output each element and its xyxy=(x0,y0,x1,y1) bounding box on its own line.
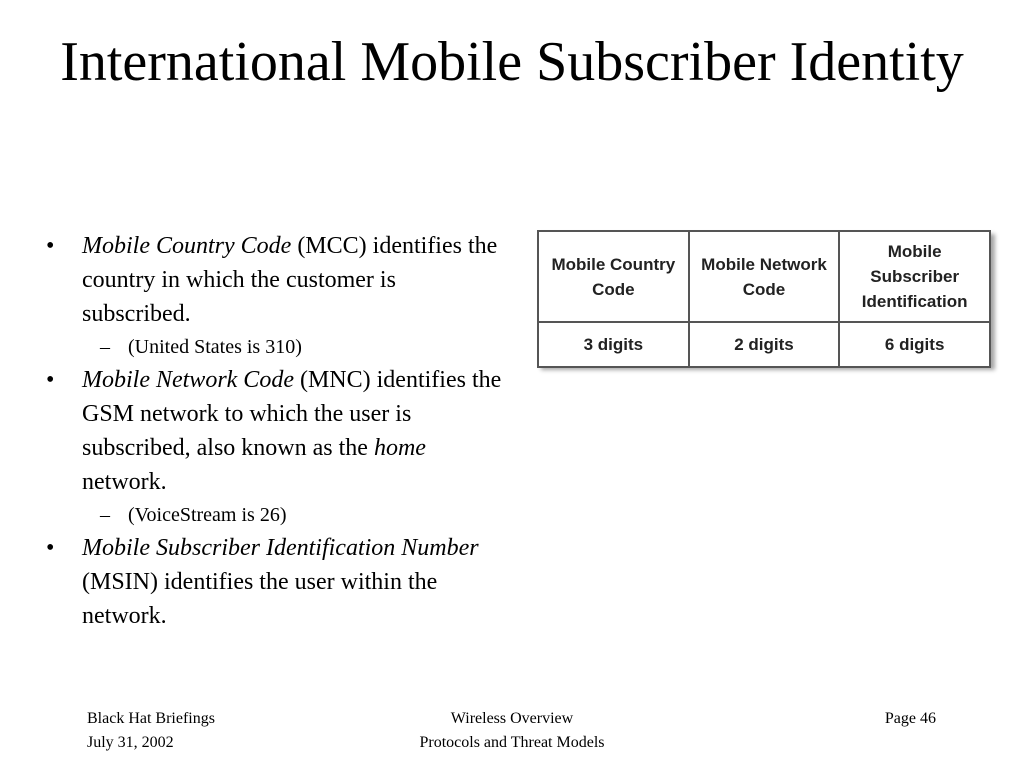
value-mcc: 3 digits xyxy=(538,322,689,367)
value-mnc: 2 digits xyxy=(689,322,840,367)
footer-event: Black Hat Briefings xyxy=(87,710,215,727)
mcc-term: Mobile Country Code xyxy=(82,233,292,259)
footer-left xyxy=(87,707,215,755)
slide-title: International Mobile Subscriber Identity xyxy=(60,31,964,93)
mnc-term: Mobile Network Code xyxy=(82,367,294,393)
mnc-abbr: (MNC) xyxy=(299,367,371,393)
mnc-example: (VoiceStream is 26) xyxy=(128,504,287,526)
mnc-emph: home xyxy=(373,435,426,461)
mcc-abbr: (MCC) xyxy=(297,233,367,259)
footer-page-number: Page 46 xyxy=(884,710,936,727)
bullet-dot: • xyxy=(46,233,55,259)
mnc-text-before: identifies the GSM network to which the user is subscribed, also known as the xyxy=(82,367,502,461)
table-header-row xyxy=(538,231,990,322)
bullet-mcc xyxy=(46,229,506,331)
msin-term: Mobile Subscriber Identification Number xyxy=(82,535,479,561)
bullet-dot: • xyxy=(46,535,55,561)
sub-bullet-mcc xyxy=(46,331,506,363)
mcc-text: identifies the country in which the customer is subscribed. xyxy=(82,233,498,327)
sub-bullet-mnc xyxy=(46,499,506,531)
value-msin: 6 digits xyxy=(839,322,990,367)
bullet-msin xyxy=(46,531,506,633)
header-mnc: Mobile Network Code xyxy=(689,231,840,322)
footer-topic: Wireless Overview xyxy=(450,710,574,727)
sub-bullet-dash: – xyxy=(100,504,110,526)
mcc-example: (United States is 310) xyxy=(128,336,302,358)
footer-date: July 31, 2002 xyxy=(87,734,174,751)
header-msin: Mobile Subscriber Identification xyxy=(839,231,990,322)
bullet-dot: • xyxy=(46,367,55,393)
msin-text: identifies the user within the network. xyxy=(82,569,438,629)
mnc-text-after: network. xyxy=(82,469,167,495)
bullet-list xyxy=(46,229,506,633)
header-mcc: Mobile Country Code xyxy=(538,231,689,322)
table-value-row xyxy=(538,322,990,367)
msin-abbr: (MSIN) xyxy=(82,569,158,595)
footer-subtopic: Protocols and Threat Models xyxy=(419,734,605,751)
sub-bullet-dash: – xyxy=(100,336,110,358)
bullet-mnc xyxy=(46,363,506,499)
imsi-structure-table xyxy=(537,230,991,366)
imsi-table xyxy=(537,230,991,368)
footer-center xyxy=(362,707,662,755)
